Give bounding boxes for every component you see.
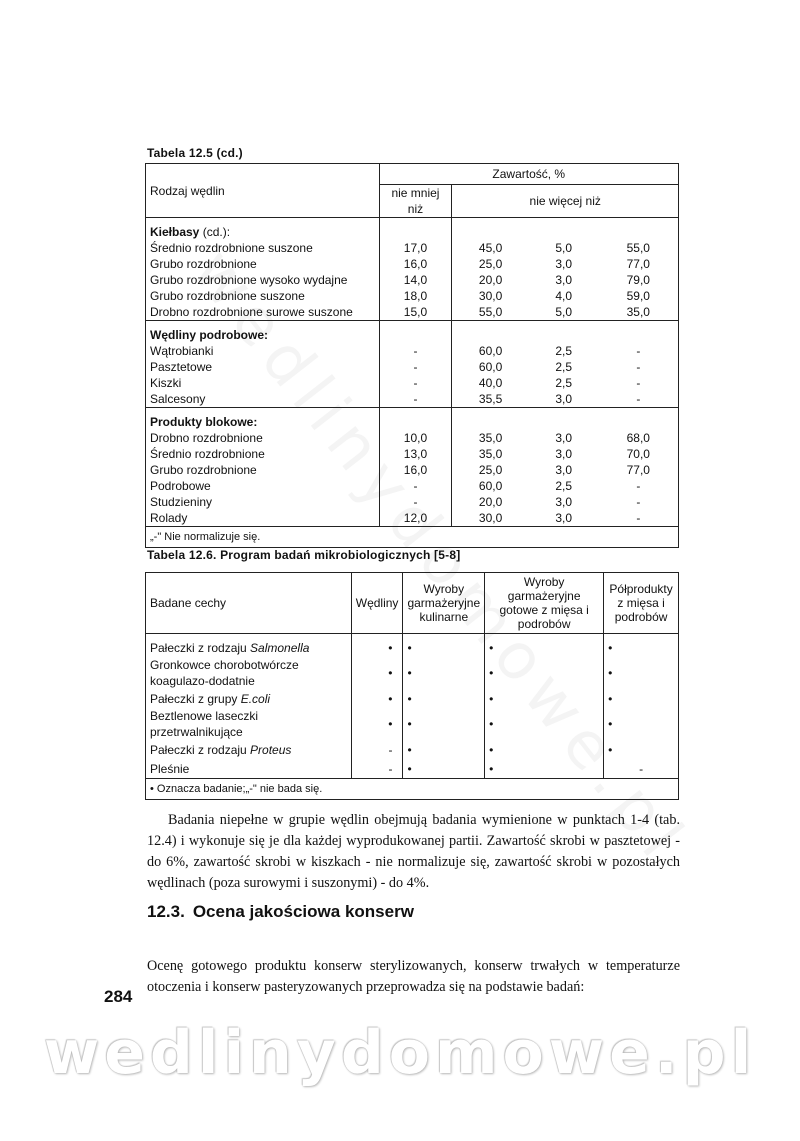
value-cell: 3,0 [555, 273, 573, 287]
value-cell: 40,0 [478, 376, 503, 390]
value-cell: 35,5 [478, 392, 503, 406]
tested-feature [146, 759, 352, 779]
product-name: Grubo rozdrobnione [146, 462, 380, 478]
table-row [146, 391, 679, 408]
value-cell: - [636, 376, 641, 390]
bullet-mark: • [608, 666, 613, 680]
product-name: Grubo rozdrobnione [146, 256, 380, 272]
dash-mark: - [351, 759, 403, 779]
paragraph-canned-goods: Ocenę gotowego produktu konserw sterylizowanych, konserw trwałych w temperaturze otoczenia i konserw pasteryzowanych przeprowadza się na podstawie badań: [147, 958, 680, 996]
page-number: 284 [104, 987, 133, 1006]
value-cell: 3,0 [555, 511, 573, 525]
value-cell: 5,0 [555, 305, 573, 319]
header-wedliny: Wędliny [351, 573, 403, 634]
bullet-mark: • [351, 708, 403, 740]
section-title-bold: Wędliny podrobowe: [150, 328, 268, 342]
table-row [146, 288, 679, 304]
value-cell: 30,0 [478, 289, 503, 303]
value-cell: - [379, 478, 452, 494]
feature-italic: Proteus [250, 742, 292, 757]
header-max: nie więcej niż [452, 185, 679, 218]
value-cell: 25,0 [478, 463, 503, 477]
bullet-mark: • [403, 689, 485, 708]
bullet-mark: • [485, 634, 604, 658]
empty-cell [529, 218, 599, 241]
value-cell: 55,0 [478, 305, 503, 319]
value-cell: 12,0 [379, 510, 452, 527]
value-cell: 20,0 [478, 273, 503, 287]
bullet-mark: • [608, 717, 613, 731]
value-cell: 20,0 [478, 495, 503, 509]
empty-cell [599, 321, 679, 344]
product-name: Salcesony [146, 391, 380, 408]
value-cell: 35,0 [478, 431, 503, 445]
section-row [146, 408, 679, 431]
value-cell: 2,5 [555, 376, 573, 390]
value-cell: 3,0 [555, 392, 573, 406]
value-cell: 60,0 [478, 479, 503, 493]
value-cell: 3,0 [555, 431, 573, 445]
value-cell: 77,0 [626, 257, 650, 271]
section-title: Ocena jakościowa konserw [192, 902, 414, 921]
product-name: Rolady [146, 510, 380, 527]
tested-feature [146, 634, 352, 658]
section-title [146, 408, 380, 431]
empty-cell [379, 218, 452, 241]
value-cell: 25,0 [478, 257, 503, 271]
value-cell: 30,0 [478, 511, 503, 525]
value-cell: 60,0 [478, 344, 503, 358]
value-cell: 10,0 [379, 430, 452, 446]
value-cell: 3,0 [555, 257, 573, 271]
value-cell: 60,0 [478, 360, 503, 374]
empty-cell [599, 408, 679, 431]
section-heading [147, 902, 414, 922]
product-name: Podrobowe [146, 478, 380, 494]
value-cell: 2,5 [555, 479, 573, 493]
product-name: Średnio rozdrobnione suszone [146, 240, 380, 256]
bullet-mark: • [351, 634, 403, 658]
tested-feature [146, 708, 352, 740]
tested-feature [146, 740, 352, 759]
value-cell: - [379, 391, 452, 408]
header-ready-meat: Wyroby garmażeryjne gotowe z mięsa i podrobów [485, 573, 604, 634]
feature-name: Gronkowce chorobotwórcze koagulazo-dodatnie [150, 658, 299, 688]
value-cell: 14,0 [379, 272, 452, 288]
value-cell: 35,0 [478, 447, 503, 461]
table-note-row [146, 527, 679, 548]
table-row [146, 708, 679, 740]
product-name: Grubo rozdrobnione wysoko wydajne [146, 272, 380, 288]
table-row [146, 375, 679, 391]
table-row [146, 740, 679, 759]
empty-cell [452, 218, 529, 241]
empty-cell [379, 321, 452, 344]
bullet-mark: • [485, 759, 604, 779]
table-row [146, 430, 679, 446]
header-min: nie mniej niż [379, 185, 452, 218]
bullet-mark: • [485, 657, 604, 689]
value-cell: - [636, 495, 641, 509]
bullet-mark: • [485, 689, 604, 708]
dash-mark: - [639, 761, 644, 776]
bullet-mark: • [485, 708, 604, 740]
bullet-mark: • [403, 740, 485, 759]
bullet-mark: • [485, 740, 604, 759]
bullet-mark: • [608, 691, 613, 706]
product-name: Kiszki [146, 375, 380, 391]
product-name: Pasztetowe [146, 359, 380, 375]
feature-name: Beztlenowe laseczki przetrwalnikujące [150, 709, 259, 739]
value-cell: 16,0 [379, 462, 452, 478]
table-row [146, 343, 679, 359]
table-row [146, 359, 679, 375]
table-row [146, 759, 679, 779]
value-cell: 59,0 [626, 289, 650, 303]
value-cell: 5,0 [555, 241, 573, 255]
dash-mark: - [351, 740, 403, 759]
table-note: • Oznacza badanie;„-" nie bada się. [146, 779, 679, 800]
value-cell: 2,5 [555, 344, 573, 358]
value-cell: 45,0 [478, 241, 503, 255]
value-cell: 79,0 [626, 273, 650, 287]
bullet-mark: • [403, 657, 485, 689]
product-name: Drobno rozdrobnione [146, 430, 380, 446]
tested-feature [146, 657, 352, 689]
bullet-mark: • [608, 640, 613, 655]
value-cell: 16,0 [379, 256, 452, 272]
section-title [146, 321, 380, 344]
value-cell: - [379, 494, 452, 510]
product-name: Studzieniny [146, 494, 380, 510]
table-row [146, 272, 679, 288]
product-name: Wątrobianki [146, 343, 380, 359]
value-cell: 18,0 [379, 288, 452, 304]
table-12-6-caption: Tabela 12.6. Program badań mikrobiologicznych [5-8] [147, 548, 461, 562]
value-cell: 70,0 [626, 447, 650, 461]
section-number: 12.3. [147, 902, 185, 921]
product-name: Drobno rozdrobnione surowe suszone [146, 304, 380, 321]
table-row [146, 446, 679, 462]
table-row [146, 510, 679, 527]
section-row [146, 218, 679, 241]
section-title-suffix: (cd.): [199, 225, 231, 239]
section-title-bold: Kiełbasy [150, 225, 200, 239]
feature-name: Pałeczki z rodzaju [150, 742, 251, 757]
bullet-mark: • [351, 657, 403, 689]
product-name: Średnio rozdrobnione [146, 446, 380, 462]
table-row [146, 240, 679, 256]
feature-name: Pałeczki z grupy [150, 691, 241, 706]
table-note-row [146, 779, 679, 800]
feature-italic: E.coli [240, 691, 271, 706]
value-cell: 4,0 [555, 289, 573, 303]
table-row [146, 689, 679, 708]
value-cell: 13,0 [379, 446, 452, 462]
section-title [146, 218, 380, 241]
value-cell: 3,0 [555, 463, 573, 477]
value-cell: 3,0 [555, 447, 573, 461]
value-cell: - [636, 360, 641, 374]
header-content-percent: Zawartość, % [379, 164, 678, 185]
value-cell: - [636, 511, 641, 525]
paragraph-incomplete-tests: Badania niepełne w grupie wędlin obejmują badania wymienione w punktach 1-4 (tab. 12.4) i wykonuje się je dla każdej wyprodukowanej partii. Zawartość skrobi w pasztetowej - do 6%, zawartość skrobi w kiszkach - nie normalizuje się, zawartość skrobi w pozostałych wędlinach (poza surowymi i suszonymi) - do 4%. [147, 812, 680, 892]
value-cell: - [379, 343, 452, 359]
feature-name: Pałeczki z rodzaju [150, 640, 251, 655]
empty-cell [599, 218, 679, 241]
value-cell: 15,0 [379, 304, 452, 321]
section-title-bold: Produkty blokowe: [150, 415, 258, 429]
table-12-5 [145, 163, 679, 548]
header-culinary: Wyroby garmażeryjne kulinarne [403, 573, 485, 634]
value-cell: 2,5 [555, 360, 573, 374]
bullet-mark: • [608, 742, 613, 757]
table-12-5-caption: Tabela 12.5 (cd.) [147, 146, 243, 160]
feature-name: Pleśnie [150, 761, 190, 776]
value-cell: - [636, 392, 641, 406]
value-cell: 68,0 [626, 431, 650, 445]
value-cell: 35,0 [626, 305, 650, 319]
feature-italic: Salmonella [250, 640, 310, 655]
header-tested-feature: Badane cechy [146, 573, 352, 634]
empty-cell [452, 321, 529, 344]
tested-feature [146, 689, 352, 708]
value-cell: - [379, 375, 452, 391]
value-cell: 77,0 [626, 463, 650, 477]
empty-cell [379, 408, 452, 431]
table-row [146, 657, 679, 689]
value-cell: 3,0 [555, 495, 573, 509]
empty-cell [529, 408, 599, 431]
product-name: Grubo rozdrobnione suszone [146, 288, 380, 304]
table-row [146, 494, 679, 510]
section-row [146, 321, 679, 344]
table-row [146, 478, 679, 494]
bottom-watermark: wedlinydomowe.pl [43, 1018, 757, 1088]
table-row [146, 462, 679, 478]
value-cell: 55,0 [626, 241, 650, 255]
header-semi-products: Półprodukty z mięsa i podrobów [604, 573, 679, 634]
value-cell: - [636, 479, 641, 493]
table-note: „-" Nie normalizuje się. [146, 527, 679, 548]
header-product-type: Rodzaj wędlin [146, 164, 380, 218]
value-cell: - [636, 344, 641, 358]
bullet-mark: • [403, 634, 485, 658]
bullet-mark: • [403, 708, 485, 740]
table-row [146, 304, 679, 321]
empty-cell [452, 408, 529, 431]
value-cell: 17,0 [379, 240, 452, 256]
bullet-mark: • [403, 759, 485, 779]
value-cell: - [379, 359, 452, 375]
table-row [146, 634, 679, 658]
bullet-mark: • [351, 689, 403, 708]
table-row [146, 256, 679, 272]
table-12-6 [145, 572, 679, 800]
empty-cell [529, 321, 599, 344]
